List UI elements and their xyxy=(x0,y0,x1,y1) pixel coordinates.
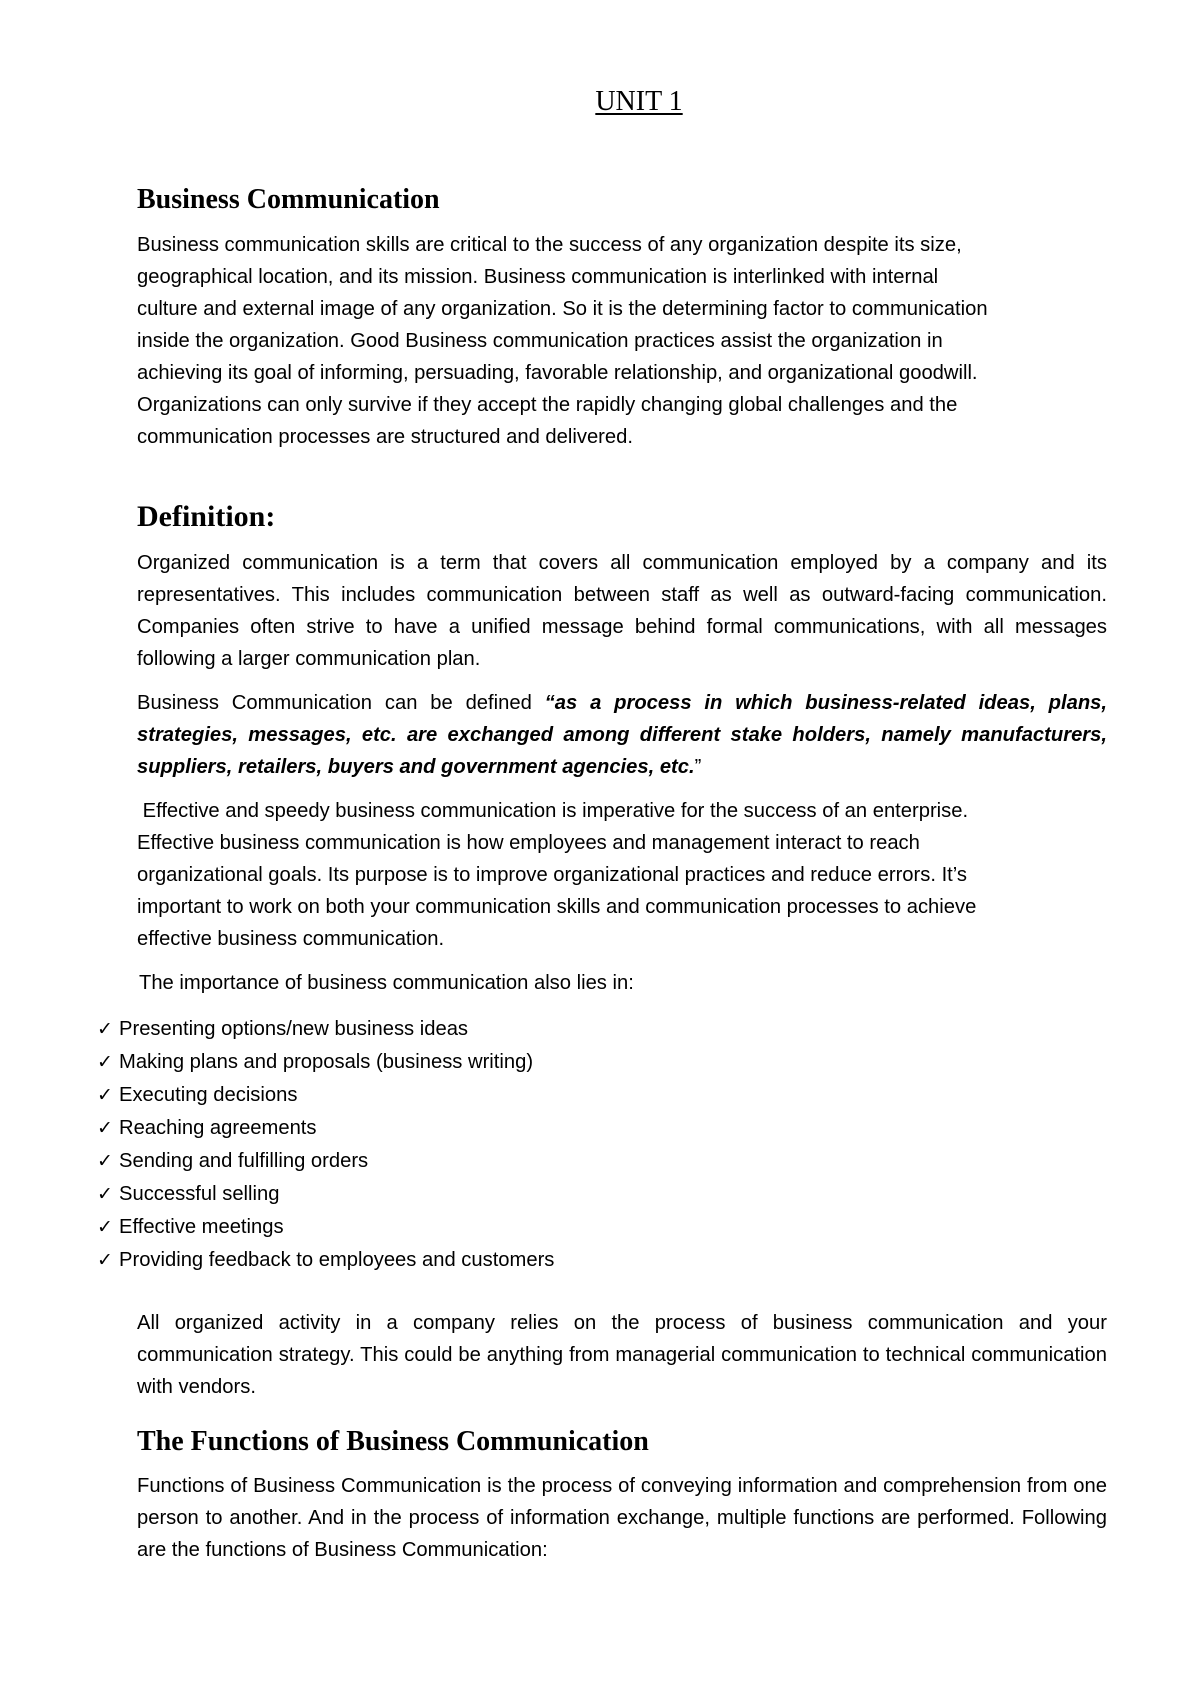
checklist-item-text: Making plans and proposals (business writing) xyxy=(119,1050,534,1073)
checkmark-icon: ✓ xyxy=(97,1116,113,1139)
checklist-item-text: Reaching agreements xyxy=(119,1116,317,1139)
paragraph-line: Effective business communication is how employees and management interact to reach xyxy=(137,831,920,854)
business-communication-paragraph xyxy=(137,229,1107,453)
functions-paragraph: Functions of Business Communication is the process of conveying information and comprehension from one person to another. And in the process of information exchange, multiple functions are performed. Following are the functions of Business Communication: xyxy=(137,1475,1107,1562)
checkmark-icon: ✓ xyxy=(97,1182,113,1205)
checklist-item-text: Effective meetings xyxy=(119,1215,284,1238)
checklist-item-text: Executing decisions xyxy=(119,1083,298,1106)
definition-heading: Definition: xyxy=(137,499,276,533)
definition-lead-text: Business Communication can be defined xyxy=(137,691,545,714)
paragraph-line: Organizations can only survive if they accept the rapidly changing global challenges and the xyxy=(137,393,958,416)
closing-paragraph: All organized activity in a company relies on the process of business communication and your communication strategy. This could be anything from managerial communication to technical communication with vendors. xyxy=(137,1311,1107,1398)
definition-quote: “as a process in which business-related ideas, plans, strategies, messages, etc. are exchanged among different stake holders, namely manufacturers, suppliers, retailers, buyers and government agencies, etc. xyxy=(137,691,1107,778)
importance-list-intro: The importance of business communication also lies in: xyxy=(139,971,634,994)
paragraph-line: effective business communication. xyxy=(137,927,445,950)
paragraph-line: Business communication skills are critical to the success of any organization despite its size, xyxy=(137,233,962,256)
unit-title: UNIT 1 xyxy=(595,86,683,117)
checklist-item xyxy=(97,1046,1107,1079)
definition-quote-paragraph xyxy=(137,687,1107,783)
paragraph-line: Effective and speedy business communication is imperative for the success of an enterprise. xyxy=(137,799,969,822)
checkmark-icon: ✓ xyxy=(97,1248,113,1271)
checklist-item xyxy=(97,1178,1107,1211)
paragraph-line: achieving its goal of informing, persuading, favorable relationship, and organizational goodwill. xyxy=(137,361,978,384)
checkmark-icon: ✓ xyxy=(97,1083,113,1106)
paragraph-line: communication processes are structured and delivered. xyxy=(137,425,633,448)
importance-checklist xyxy=(97,1013,1107,1277)
checklist-item xyxy=(97,1211,1107,1244)
checklist-item-text: Providing feedback to employees and customers xyxy=(119,1248,555,1271)
checklist-item-text: Successful selling xyxy=(119,1182,280,1205)
definition-quote-end: ” xyxy=(694,755,702,778)
functions-heading: The Functions of Business Communication xyxy=(137,1425,649,1457)
paragraph-line: organizational goals. Its purpose is to improve organizational practices and reduce errors. It’s xyxy=(137,863,967,886)
paragraph-line: inside the organization. Good Business communication practices assist the organization in xyxy=(137,329,943,352)
business-communication-heading: Business Communication xyxy=(137,184,440,215)
paragraph-line: important to work on both your communication skills and communication processes to achieve xyxy=(137,895,977,918)
definition-paragraph: Organized communication is a term that covers all communication employed by a company and its representatives. This includes communication between staff as well as outward-facing communication. Companies often strive to have a unified message behind formal communications, with all messages following a larger communication plan. xyxy=(137,551,1107,670)
checklist-item xyxy=(97,1013,1107,1046)
checkmark-icon: ✓ xyxy=(97,1215,113,1238)
checklist-item xyxy=(97,1244,1107,1277)
paragraph-line: geographical location, and its mission. Business communication is interlinked with internal xyxy=(137,265,939,288)
checkmark-icon: ✓ xyxy=(97,1050,113,1073)
checklist-item xyxy=(97,1112,1107,1145)
checkmark-icon: ✓ xyxy=(97,1149,113,1172)
checklist-item-text: Sending and fulfilling orders xyxy=(119,1149,369,1172)
checkmark-icon: ✓ xyxy=(97,1017,113,1040)
checklist-item xyxy=(97,1145,1107,1178)
checklist-item xyxy=(97,1079,1107,1112)
checklist-item-text: Presenting options/new business ideas xyxy=(119,1017,469,1040)
effective-communication-paragraph xyxy=(137,795,1107,955)
paragraph-line: culture and external image of any organization. So it is the determining factor to communication xyxy=(137,297,988,320)
